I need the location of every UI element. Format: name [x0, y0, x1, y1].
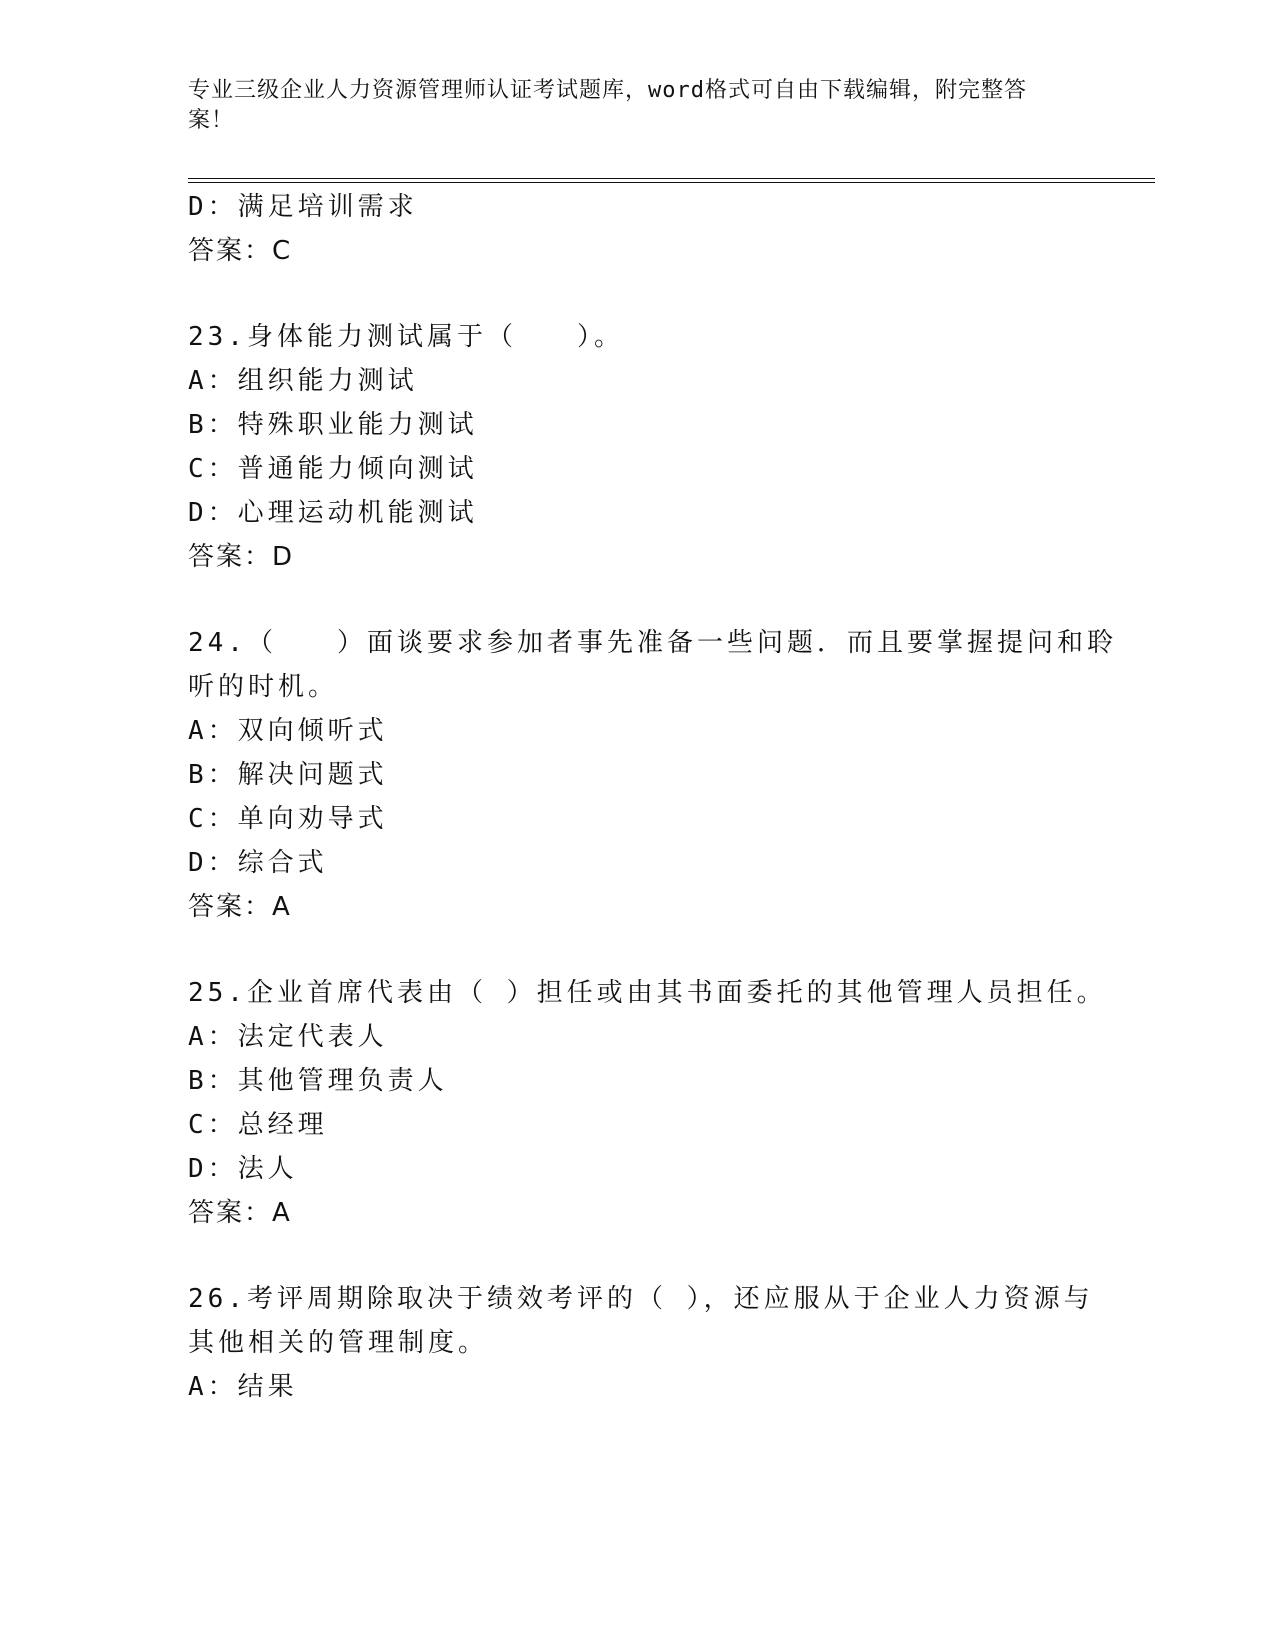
question-23-answer: 答案：D [188, 542, 295, 572]
question-23-option-c: C：普通能力倾向测试 [188, 454, 478, 484]
question-25-answer: 答案：A [188, 1198, 292, 1228]
question-24-option-a: A：双向倾听式 [188, 716, 388, 746]
document-header: 专业三级企业人力资源管理师认证考试题库，word格式可自由下载编辑，附完整答案！ [188, 78, 1027, 133]
question-24-option-b: B：解决问题式 [188, 760, 388, 790]
question-23-option-b: B：特殊职业能力测试 [188, 410, 478, 440]
question-23-option-a: A：组织能力测试 [188, 366, 418, 396]
question-25-option-d: D：法人 [188, 1154, 298, 1184]
question-24-option-c: C：单向劝导式 [188, 804, 388, 834]
question-25-option-a: A：法定代表人 [188, 1022, 388, 1052]
question-24-option-d: D：综合式 [188, 848, 328, 878]
question-25: 25.企业首席代表由（ ）担任或由其书面委托的其他管理人员担任。 [188, 978, 1107, 1008]
question-23: 23.身体能力测试属于（ ）。 [188, 322, 624, 352]
answer: 答案：C [188, 236, 293, 266]
question-26-option-a: A：结果 [188, 1372, 298, 1402]
option-d: D：满足培训需求 [188, 192, 418, 222]
question-25-option-b: B：其他管理负责人 [188, 1066, 448, 1096]
question-25-option-c: C：总经理 [188, 1110, 328, 1140]
question-24-line-1: 24.（ ）面谈要求参加者事先准备一些问题．而且要掌握提问和聆 [188, 628, 1117, 658]
question-24-answer: 答案：A [188, 892, 292, 922]
header-divider [188, 178, 1155, 183]
question-24-line-2: 听的时机。 [188, 672, 339, 702]
question-26-line-2: 其他相关的管理制度。 [188, 1328, 489, 1358]
question-26-line-1: 26.考评周期除取决于绩效考评的（ ），还应服从于企业人力资源与 [188, 1284, 1094, 1314]
question-23-option-d: D：心理运动机能测试 [188, 498, 478, 528]
